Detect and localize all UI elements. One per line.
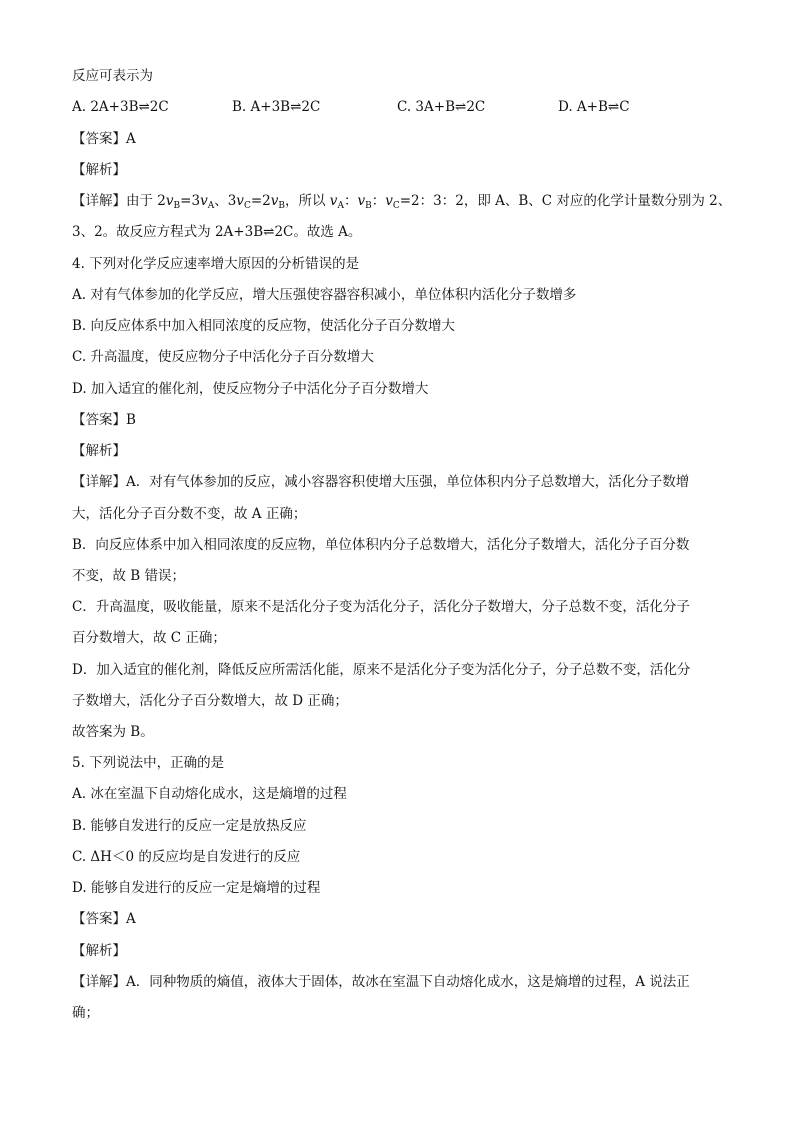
subscript-a: A	[337, 201, 344, 211]
q4-option-b: B. 向反应体系中加入相同浓度的反应物，使活化分子百分数增大	[72, 318, 456, 334]
detail-text: =2	[250, 193, 271, 209]
q4-detail-line-7: D．加入适宜的催化剂，降低反应所需活化能，原来不是活化分子变为活化分子，分子总数不变，活化分	[72, 662, 691, 678]
subscript-a: A	[207, 201, 215, 211]
subscript-c: C	[392, 201, 400, 211]
q3-option-a: A. 2A+3B⇌2C	[72, 99, 169, 115]
q3-option-c: C. 3A+B⇌2C	[397, 99, 486, 115]
q4-detail-line-1	[72, 472, 722, 492]
q5-detail-line-2: 确；	[72, 1005, 99, 1021]
detail-text: ：	[343, 193, 358, 209]
detail-tag: 【详解】	[72, 193, 126, 209]
var-v: v	[357, 193, 366, 209]
subscript-b: B	[365, 201, 372, 211]
q4-detail-line-3: B．向反应体系中加入相同浓度的反应物，单位体积内分子总数增大，活化分子数增大，活化分子百分数	[72, 537, 690, 553]
detail-text: =2：3：2，即 A、B、C 对应的化学计量数分别为 2、	[399, 193, 732, 209]
q5-answer	[72, 909, 722, 929]
q4-detail-line-6: 百分数增大，故 C 正确；	[72, 630, 226, 646]
q4-detail-line-9: 故答案为 B。	[72, 724, 154, 740]
subscript-b: B	[173, 201, 181, 211]
var-v: v	[236, 193, 244, 209]
q4-detail-line-4: 不变，故 B 错误；	[72, 568, 186, 584]
q3-option-b: B. A+3B⇌2C	[232, 99, 321, 115]
answer-tag: 【答案】	[72, 911, 126, 927]
q3-answer	[72, 129, 722, 149]
detail-text: 、3	[214, 193, 237, 209]
detail-tag: 【详解】	[72, 474, 126, 490]
answer-value: A	[126, 911, 136, 927]
var-v: v	[329, 193, 338, 209]
q5-option-d: D. 能够自发进行的反应一定是熵增的过程	[72, 880, 321, 896]
q5-option-c: C. ΔH＜0 的反应均是自发进行的反应	[72, 849, 301, 865]
q4-option-d: D. 加入适宜的催化剂，使反应物分子中活化分子百分数增大	[72, 381, 429, 397]
q4-option-c: C. 升高温度，使反应物分子中活化分子百分数增大	[72, 349, 374, 365]
var-v: v	[165, 193, 174, 209]
q5-analysis-tag: 【解析】	[72, 943, 126, 959]
q4-option-a: A. 对有气体参加的化学反应，增大压强使容器容积减小，单位体积内活化分子数增多	[72, 287, 577, 303]
q4-question: 4. 下列对化学反应速率增大原因的分析错误的是	[72, 256, 360, 272]
q4-answer	[72, 410, 722, 430]
var-v: v	[200, 193, 208, 209]
detail-text: ：	[371, 193, 386, 209]
q4-detail-line-8: 子数增大，活化分子百分数增大，故 D 正确；	[72, 693, 348, 709]
q3-detail-line-1	[72, 191, 732, 216]
detail-text: =3	[180, 193, 201, 209]
var-v: v	[385, 193, 393, 209]
q4-detail-line-5: C．升高温度，吸收能量，原来不是活化分子变为活化分子，活化分子数增大，分子总数不变，活化分子	[72, 599, 690, 615]
detail-text: 由于 2	[126, 193, 166, 209]
q3-analysis-tag: 【解析】	[72, 162, 126, 178]
q4-analysis-tag: 【解析】	[72, 443, 126, 459]
answer-tag: 【答案】	[72, 131, 126, 147]
subscript-c: C	[243, 201, 251, 211]
q3-intro: 反应可表示为	[72, 68, 153, 84]
var-v: v	[270, 193, 279, 209]
answer-tag: 【答案】	[72, 412, 126, 428]
q3-options	[72, 97, 722, 117]
detail-text: ，所以	[285, 193, 330, 209]
q3-detail-line-2: 3、2。故反应方程式为 2A+3B⇌2C。故选 A。	[72, 224, 362, 240]
subscript-b: B	[278, 201, 285, 211]
detail-tag: 【详解】	[72, 974, 126, 990]
q4-detail-line-2: 大，活化分子百分数不变，故 A 正确；	[72, 506, 307, 522]
detail-text: A．同种物质的熵值，液体大于固体，故冰在室温下自动熔化成水，这是熵增的过程，A 说法正	[126, 974, 690, 990]
q5-detail-line-1	[72, 972, 722, 992]
answer-value: A	[126, 131, 136, 147]
q5-option-a: A. 冰在室温下自动熔化成水，这是熵增的过程	[72, 786, 347, 802]
q5-question: 5. 下列说法中，正确的是	[72, 755, 225, 771]
q3-option-d: D. A+B⇌C	[558, 99, 630, 115]
detail-text: A．对有气体参加的反应，减小容器容积使增大压强，单位体积内分子总数增大，活化分子数增	[126, 474, 690, 490]
q5-option-b: B. 能够自发进行的反应一定是放热反应	[72, 818, 307, 834]
answer-value: B	[126, 412, 136, 428]
